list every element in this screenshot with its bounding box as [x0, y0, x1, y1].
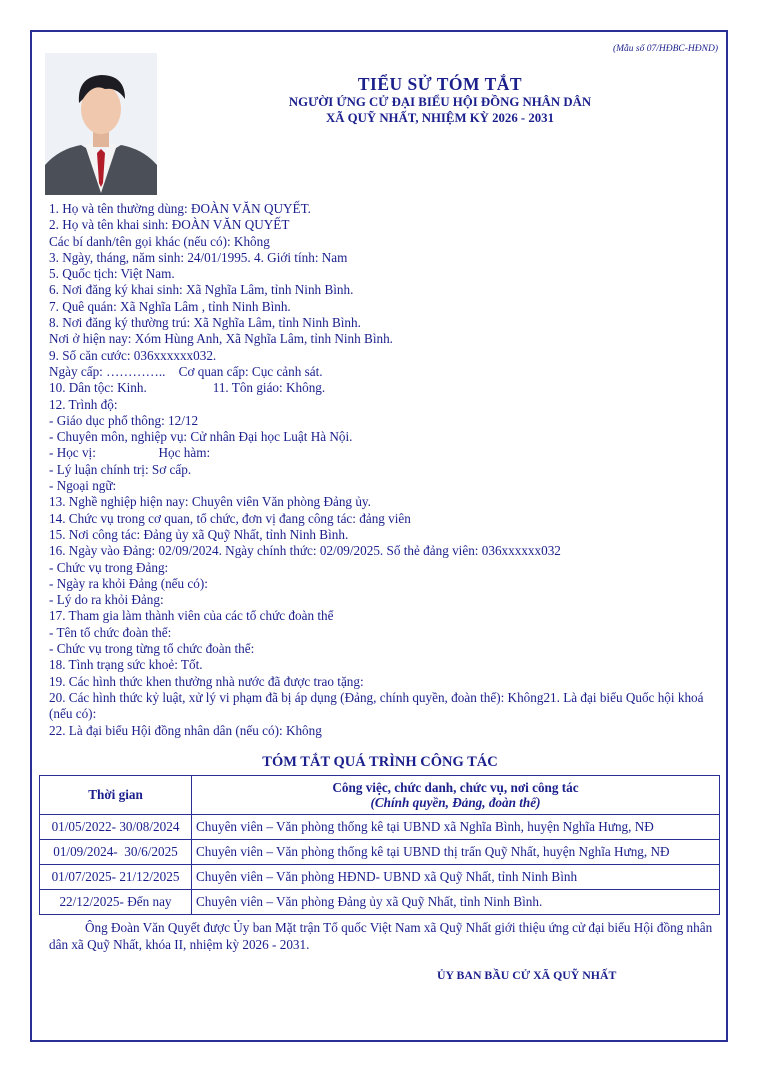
- bio-item: 22. Là đại biểu Hội đồng nhân dân (nếu có): Không: [49, 722, 322, 738]
- description-cell: Chuyên viên – Văn phòng thống kê tại UBND thị trấn Quỹ Nhất, huyện Nghĩa Hưng, NĐ: [192, 840, 720, 865]
- document-term: XÃ QUỸ NHẤT, NHIỆM KỲ 2026 - 2031: [326, 111, 554, 125]
- table-row: [40, 890, 720, 915]
- biography-items: [49, 201, 709, 739]
- description-cell: Chuyên viên – Văn phòng HĐND- UBND xã Quỹ Nhất, tỉnh Ninh Bình: [192, 865, 720, 890]
- bio-item: 8. Nơi đăng ký thường trú: Xã Nghĩa Lâm, tỉnh Ninh Bình.: [49, 315, 361, 331]
- work-history-table: [39, 775, 720, 915]
- bio-item: - Ngày ra khỏi Đảng (nếu có):: [49, 575, 208, 591]
- candidate-photo: [45, 53, 157, 195]
- signature-block: ỦY BAN BẦU CỬ XÃ QUỸ NHẤT: [437, 968, 617, 982]
- bio-item: 14. Chức vụ trong cơ quan, tổ chức, đơn vị đang công tác: đảng viên: [49, 510, 411, 526]
- bio-item: - Chức vụ trong từng tổ chức đoàn thể:: [49, 641, 255, 657]
- bio-item: - Lý do ra khỏi Đảng:: [49, 592, 164, 608]
- bio-item: - Lý luận chính trị: Sơ cấp.: [49, 461, 192, 477]
- bio-item: 5. Quốc tịch: Việt Nam.: [49, 266, 175, 282]
- bio-item: 12. Trình độ:: [49, 396, 118, 412]
- bio-item: 10. Dân tộc: Kinh. 11. Tôn giáo: Không.: [49, 380, 326, 396]
- column-header-line: (Chính quyền, Đảng, đoàn thể): [370, 795, 541, 810]
- bio-item: - Tên tổ chức đoàn thể:: [49, 624, 172, 640]
- bio-item: 1. Họ và tên thường dùng: ĐOÀN VĂN QUYẾT.: [49, 201, 311, 216]
- bio-item: 16. Ngày vào Đảng: 02/09/2024. Ngày chính thức: 02/09/2025. Số thẻ đảng viên: 036xxxxxx032: [49, 543, 561, 559]
- column-header-time: Thời gian: [40, 776, 192, 815]
- bio-item: 17. Tham gia làm thành viên của các tổ chức đoàn thể: [49, 608, 334, 624]
- introduction-paragraph: Ông Đoàn Văn Quyết được Ủy ban Mặt trận Tổ quốc Việt Nam xã Quỹ Nhất giới thiệu ứng cử đại biểu Hội đồng nhân dân xã Quỹ Nhất, khóa II, nhiệm kỳ 2026 - 2031.: [49, 920, 713, 952]
- column-header-line: Công việc, chức danh, chức vụ, nơi công tác: [332, 780, 579, 795]
- bio-item: 2. Họ và tên khai sinh: ĐOÀN VĂN QUYẾT: [49, 217, 290, 233]
- table-row: [40, 840, 720, 865]
- bio-item: 7. Quê quán: Xã Nghĩa Lâm , tỉnh Ninh Bình.: [49, 298, 291, 314]
- bio-item: 15. Nơi công tác: Đảng ủy xã Quỹ Nhất, tỉnh Ninh Bình.: [49, 526, 349, 542]
- document-title-block: [230, 74, 650, 126]
- time-cell: 22/12/2025- Đến nay: [40, 890, 192, 915]
- bio-item: 13. Nghề nghiệp hiện nay: Chuyên viên Văn phòng Đảng ủy.: [49, 494, 371, 510]
- bio-item: Các bí danh/tên gọi khác (nếu có): Không: [49, 233, 270, 249]
- bio-item: - Ngoại ngữ:: [49, 478, 117, 494]
- table-row: [40, 865, 720, 890]
- bio-item: 3. Ngày, tháng, năm sinh: 24/01/1995. 4. Giới tính: Nam: [49, 249, 348, 265]
- bio-item: Ngày cấp: ………….. Cơ quan cấp: Cục cảnh sát.: [49, 363, 323, 379]
- bio-item: 6. Nơi đăng ký khai sinh: Xã Nghĩa Lâm, tỉnh Ninh Bình.: [49, 282, 354, 298]
- description-cell: Chuyên viên – Văn phòng thống kê tại UBND xã Nghĩa Bình, huyện Nghĩa Hưng, NĐ: [192, 815, 720, 840]
- bio-item: 19. Các hình thức khen thưởng nhà nước đã được trao tặng:: [49, 673, 364, 689]
- bio-item: 20. Các hình thức kỷ luật, xử lý vi phạm đã bị áp dụng (Đảng, chính quyền, đoàn thể): Không21. Là đại biểu Quốc hội khoá (nếu có):: [49, 689, 704, 722]
- document-subtitle: NGƯỜI ỨNG CỬ ĐẠI BIỂU HỘI ĐỒNG NHÂN DÂN: [288, 95, 592, 109]
- bio-item: 9. Số căn cước: 036xxxxxx032.: [49, 347, 217, 363]
- bio-item: Nơi ở hiện nay: Xóm Hùng Anh, Xã Nghĩa Lâm, tỉnh Ninh Bình.: [49, 331, 393, 347]
- bio-item: - Học vị: Học hàm:: [49, 445, 211, 461]
- time-cell: 01/07/2025- 21/12/2025: [40, 865, 192, 890]
- form-number: (Mẫu số 07/HĐBC-HĐND): [612, 44, 718, 54]
- bio-item: - Chức vụ trong Đảng:: [49, 559, 169, 575]
- table-header-row: [40, 776, 720, 815]
- column-header-description: [192, 776, 720, 815]
- bio-item: - Chuyên môn, nghiệp vụ: Cử nhân Đại học Luật Hà Nội.: [49, 429, 353, 445]
- bio-item: 18. Tình trạng sức khoẻ: Tốt.: [49, 657, 203, 673]
- table-row: [40, 815, 720, 840]
- document-title: TIỂU SỬ TÓM TẮT: [357, 74, 523, 94]
- description-cell: Chuyên viên – Văn phòng Đảng ủy xã Quỹ Nhất, tỉnh Ninh Bình.: [192, 890, 720, 915]
- work-history-title: TÓM TẮT QUÁ TRÌNH CÔNG TÁC: [262, 754, 498, 770]
- bio-item: - Giáo dục phổ thông: 12/12: [49, 412, 199, 428]
- time-cell: 01/09/2024- 30/6/2025: [40, 840, 192, 865]
- time-cell: 01/05/2022- 30/08/2024: [40, 815, 192, 840]
